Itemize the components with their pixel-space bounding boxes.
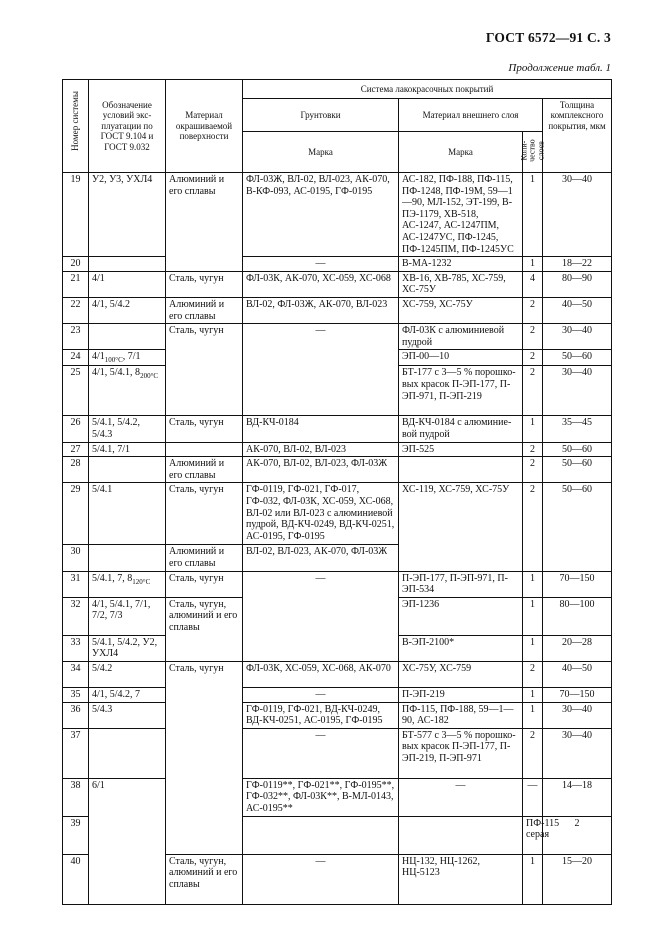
primer-cell: ФЛ-03К, АК-070, ХС-059, ХС-068 [243, 271, 399, 297]
thickness-cell: 30—40 [543, 366, 612, 416]
layer-count-cell: 1 [523, 702, 543, 728]
col-outer-brand: Марка [399, 132, 523, 173]
material-cell [166, 442, 243, 457]
conditions-cell: 5/4.2 [89, 661, 166, 687]
thickness-cell: 15—20 [543, 854, 612, 904]
layer-count-cell: 1 [523, 635, 543, 661]
layer-count-cell: 4 [523, 271, 543, 297]
primer-cell: ВД-КЧ-0184 [243, 416, 399, 442]
thickness-cell: 18—22 [543, 257, 612, 272]
outer-cell: ПФ-115, ПФ-188, 59—1—90, АС-182 [399, 702, 523, 728]
thickness-cell: 50—60 [543, 442, 612, 457]
outer-cell: ХВ-16, ХВ-785, ХС-759, ХС-75У [399, 271, 523, 297]
thickness-cell: 20—28 [543, 635, 612, 661]
outer-cell: ХС-759, ХС-75У [399, 297, 523, 323]
table-row [63, 457, 612, 483]
system-no: 19 [63, 173, 89, 257]
primer-cell: — [243, 687, 399, 702]
layer-count-cell: 2 [523, 324, 543, 350]
conditions-cell: 5/4.1, 7/1 [89, 442, 166, 457]
conditions-cell: 4/1, 5/4.1, 7/1, 7/2, 7/3 [89, 597, 166, 635]
layer-count-cell: 1 [523, 687, 543, 702]
system-no: 21 [63, 271, 89, 297]
layer-count-cell: 1 [523, 416, 543, 442]
table-row [63, 483, 612, 545]
thickness-cell: 30—40 [543, 702, 612, 728]
outer-cell: П-ЭП-219 [399, 687, 523, 702]
layer-count-cell: 2 [523, 442, 543, 457]
col-material: Материал окрашиваемой поверхности [166, 80, 243, 173]
layer-count-cell: 2 [523, 297, 543, 323]
thickness-cell: 14—18 [543, 778, 612, 816]
outer-cell: ХС-75У, ХС-759 [399, 661, 523, 687]
material-cell: Сталь, чугун [166, 661, 243, 854]
system-no: 30 [63, 545, 89, 571]
outer-cell: ЭП-00—10 [399, 350, 523, 366]
material-cell: Сталь, чугун [166, 271, 243, 297]
layer-count-cell: 2 [543, 816, 612, 854]
conditions-cell [89, 257, 166, 272]
table-row [63, 778, 612, 816]
system-no: 35 [63, 687, 89, 702]
primer-cell: — [243, 324, 399, 416]
col-primer-brand: Марка [243, 132, 399, 173]
primer-cell: — [243, 728, 399, 778]
system-no: 25 [63, 366, 89, 416]
col-thickness: Толщина комплексного покрытия, мкм [543, 99, 612, 173]
table-row [63, 271, 612, 297]
system-no: 31 [63, 571, 89, 597]
material-cell: Сталь, чугун [166, 416, 243, 442]
primer-cell: АК-070, ВЛ-02, ВЛ-023 [243, 442, 399, 457]
layer-count-cell: 2 [523, 366, 543, 416]
thickness-cell: 50—60 [543, 483, 612, 571]
col-primers: Грунтовки [243, 99, 399, 132]
outer-cell: ХС-119, ХС-759, ХС-75У [399, 483, 523, 571]
conditions-cell [89, 728, 166, 778]
conditions-cell: 4/1, 5/4.1, $8_{200^\circ С}$ [89, 366, 166, 416]
layer-count-cell: 2 [523, 728, 543, 778]
thickness-cell: 30—40 [543, 728, 612, 778]
system-no: 26 [63, 416, 89, 442]
material-cell: Алюминий и его сплавы [166, 297, 243, 323]
col-system-no: Номер системы [63, 80, 89, 173]
outer-cell: АС-182, ПФ-188, ПФ-115, ПФ-1248, ПФ-19М, 59—1—90, МЛ-152, ЭТ-199, В-ПЭ-1179, ХВ-518, АС-1247, АС-1247ПМ, АС-1247УС, ПФ-1245, ПФ-1245ПМ, ПФ-1245УС [399, 173, 523, 257]
outer-cell: ПФ-115 серая [523, 816, 543, 854]
conditions-cell [89, 457, 166, 483]
table-row [63, 297, 612, 323]
thickness-cell: 35—45 [543, 416, 612, 442]
table-row [63, 702, 612, 728]
system-no: 20 [63, 257, 89, 272]
outer-cell: В-МА-1232 [399, 257, 523, 272]
system-no: 38 [63, 778, 89, 816]
conditions-cell: У2, У3, УХЛ4 [89, 173, 166, 257]
material-cell: Сталь, чугун, алюминий и его сплавы [166, 597, 243, 661]
system-no: 40 [63, 854, 89, 904]
primer-cell: ГФ-0119, ГФ-021, ГФ-017, ГФ-032, ФЛ-03К, ХС-059, ХС-068, ВЛ-02 или ВЛ-023 с алюминиевой пудрой, ВД-КЧ-0249, ВД-КЧ-0251, АС-0195, ГФ-0195 [243, 483, 399, 545]
col-layer-count: Количество слоев [523, 132, 543, 173]
layer-count-cell: 2 [523, 661, 543, 687]
material-cell: Сталь, чугун [166, 571, 243, 597]
table-row [63, 728, 612, 778]
outer-cell: ЭП-1236 [399, 597, 523, 635]
layer-count-cell: 2 [523, 350, 543, 366]
outer-cell: БТ-177 с 3—5 % порошковых красок П-ЭП-177, П-ЭП-971, П-ЭП-219 [399, 366, 523, 416]
conditions-cell: 4/1 [89, 271, 166, 297]
primer-cell [399, 816, 523, 854]
conditions-cell [89, 545, 166, 571]
conditions-cell: 5/4.1 [89, 483, 166, 545]
col-coating-system: Система лакокрасочных покрытий [243, 80, 612, 99]
thickness-cell: 70—150 [543, 687, 612, 702]
outer-cell: НЦ-132, НЦ-1262, НЦ-5123 [399, 854, 523, 904]
thickness-cell: 50—60 [543, 457, 612, 483]
conditions-cell: 5/4.1, 7, $8_{120^\circ С}$ [89, 571, 166, 597]
coating-systems-table [62, 79, 612, 905]
layer-count-cell: 1 [523, 597, 543, 635]
system-no: 34 [63, 661, 89, 687]
primer-cell: ФЛ-03Ж, ВЛ-02, ВЛ-023, АК-070, В-КФ-093, АС-0195, ГФ-0195 [243, 173, 399, 257]
primer-cell: ГФ-0119**, ГФ-021**, ГФ-0195**, ГФ-032**, ФЛ-03К**, В-МЛ-0143, АС-0195** [243, 778, 399, 816]
layer-count-cell: — [523, 778, 543, 816]
thickness-cell: 30—40 [543, 324, 612, 350]
material-cell [243, 816, 399, 854]
outer-cell: — [399, 778, 523, 816]
table-row [63, 257, 612, 272]
page-header [0, 0, 661, 80]
conditions-cell: 5/4.1, 5/4.2, У2, УХЛ4 [89, 635, 166, 661]
thickness-cell: 40—50 [543, 661, 612, 687]
layer-count-cell: 1 [523, 571, 543, 597]
outer-cell: ФЛ-03К с алюминиевой пудрой [399, 324, 523, 350]
conditions-cell: 6/1 [89, 778, 166, 904]
system-no: 22 [63, 297, 89, 323]
layer-count-cell: 1 [523, 257, 543, 272]
primer-cell: АК-070, ВЛ-02, ВЛ-023, ФЛ-03Ж [243, 457, 399, 483]
primer-cell: — [243, 257, 399, 272]
layer-count-cell: 2 [523, 457, 543, 483]
material-cell: Сталь, чугун [166, 324, 243, 416]
thickness-cell: 40—50 [543, 297, 612, 323]
primer-cell: ВЛ-02, ВЛ-023, АК-070, ФЛ-03Ж [243, 545, 399, 571]
system-no: 28 [63, 457, 89, 483]
conditions-cell: 5/4.1, 5/4.2, 5/4.3 [89, 416, 166, 442]
system-no: 39 [63, 816, 89, 854]
primer-cell: ФЛ-03К, ХС-059, ХС-068, АК-070 [243, 661, 399, 687]
primer-cell: — [243, 854, 399, 904]
outer-cell: БТ-577 с 3—5 % порошковых красок П-ЭП-177, П-ЭП-219, П-ЭП-971 [399, 728, 523, 778]
thickness-cell: 50—60 [543, 350, 612, 366]
thickness-cell: 70—150 [543, 571, 612, 597]
conditions-cell: 5/4.3 [89, 702, 166, 728]
system-no: 27 [63, 442, 89, 457]
system-no: 32 [63, 597, 89, 635]
table-row [63, 661, 612, 687]
conditions-cell: 4/1, 5/4.2 [89, 297, 166, 323]
col-outer-layer: Материал внешнего слоя [399, 99, 543, 132]
table-row [63, 571, 612, 597]
system-no: 33 [63, 635, 89, 661]
material-cell: Сталь, чугун [166, 483, 243, 545]
table-row [63, 324, 612, 350]
table-row [63, 442, 612, 457]
layer-count-cell: 1 [523, 173, 543, 257]
outer-cell: ВД-КЧ-0184 с алюминиевой пудрой [399, 416, 523, 442]
header-row-1 [63, 80, 612, 99]
conditions-cell [89, 324, 166, 350]
outer-cell [399, 457, 523, 483]
system-no: 29 [63, 483, 89, 545]
system-no: 36 [63, 702, 89, 728]
primer-cell: — [243, 571, 399, 661]
primer-cell: ВЛ-02, ФЛ-03Ж, АК-070, ВЛ-023 [243, 297, 399, 323]
material-cell: Алюминий и его сплавы [166, 173, 243, 272]
material-cell: Алюминий и его сплавы [166, 545, 243, 571]
col-conditions: Обозначение условий эксплуатации по ГОСТ 9.104 и ГОСТ 9.032 [89, 80, 166, 173]
conditions-cell: $4/1_{100^\circ С}$, 7/1 [89, 350, 166, 366]
gost-standard-header: ГОСТ 6572—91 С. 3 [485, 30, 611, 45]
thickness-cell: 80—90 [543, 271, 612, 297]
thickness-cell: 30—40 [543, 173, 612, 257]
table-row [63, 687, 612, 702]
system-no: 23 [63, 324, 89, 350]
outer-cell: ЭП-525 [399, 442, 523, 457]
material-cell: Алюминий и его сплавы [166, 457, 243, 483]
layer-count-cell: 1 [523, 854, 543, 904]
layer-count-cell: 2 [523, 483, 543, 571]
material-cell: Сталь, чугун, алюминий и его сплавы [166, 854, 243, 904]
thickness-cell: 80—100 [543, 597, 612, 635]
primer-cell: ГФ-0119, ГФ-021, ВД-КЧ-0249, ВД-КЧ-0251, АС-0195, ГФ-0195 [243, 702, 399, 728]
table-continuation-note: Продолжение табл. 1 [508, 62, 611, 74]
table-row [63, 416, 612, 442]
system-no: 24 [63, 350, 89, 366]
outer-cell: В-ЭП-2100* [399, 635, 523, 661]
system-no: 37 [63, 728, 89, 778]
table-row [63, 173, 612, 257]
conditions-cell: 4/1, 5/4.2, 7 [89, 687, 166, 702]
outer-cell: П-ЭП-177, П-ЭП-971, П-ЭП-534 [399, 571, 523, 597]
